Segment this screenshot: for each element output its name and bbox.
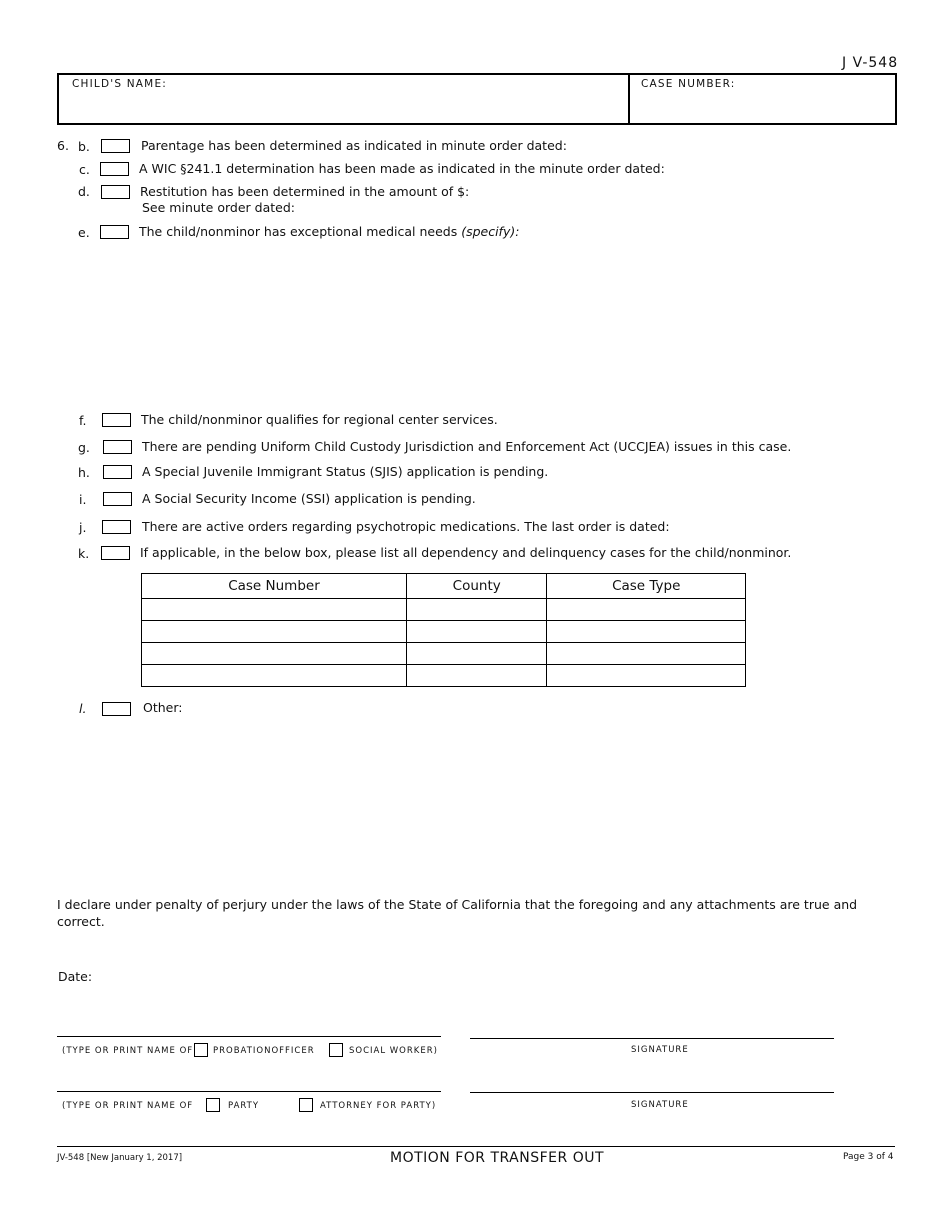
item-g-text: There are pending Uniform Child Custody Jurisdiction and Enforcement Act (UCCJEA) issues in this case. [142, 439, 792, 454]
item-b-checkbox[interactable] [101, 139, 130, 153]
footer-rule [57, 1146, 895, 1147]
item-h-checkbox[interactable] [103, 465, 132, 479]
header-box [57, 73, 897, 125]
probation-officer-checkbox[interactable] [194, 1043, 208, 1057]
cell-county[interactable] [406, 665, 547, 687]
cell-case-type[interactable] [547, 621, 746, 643]
signature-label-1: SIGNATURE [631, 1045, 689, 1055]
item-e-specify: (specify): [461, 224, 520, 239]
attorney-checkbox[interactable] [299, 1098, 313, 1112]
item-l-text: Other: [143, 700, 183, 715]
table-row [142, 599, 746, 621]
item-k-letter: k. [78, 546, 90, 561]
social-worker-checkbox[interactable] [329, 1043, 343, 1057]
probation-officer-label: PROBATIONOFFICER [213, 1046, 315, 1056]
social-worker-label: SOCIAL WORKER) [349, 1046, 438, 1056]
table-row [142, 665, 746, 687]
name-line-1 [57, 1036, 441, 1037]
table-row [142, 621, 746, 643]
item-g-letter: g. [78, 440, 90, 455]
item-k-text: If applicable, in the below box, please list all dependency and delinquency cases for the child/nonminor. [140, 545, 792, 560]
attorney-label: ATTORNEY FOR PARTY) [320, 1101, 437, 1111]
item-j-text: There are active orders regarding psychotropic medications. The last order is dated: [142, 519, 670, 534]
item-f-letter: f. [79, 413, 87, 428]
cell-case-type[interactable] [547, 665, 746, 687]
item-e-checkbox[interactable] [100, 225, 129, 239]
party-label: PARTY [228, 1101, 260, 1111]
item-i-text: A Social Security Income (SSI) application is pending. [142, 491, 476, 506]
signature-line-1 [470, 1038, 834, 1039]
item-b-text: Parentage has been determined as indicated in minute order dated: [141, 138, 567, 153]
item-e-text: The child/nonminor has exceptional medical needs (specify): [139, 224, 520, 239]
item-j-letter: j. [79, 520, 87, 535]
cases-header-case-number: Case Number [142, 574, 407, 599]
declaration-line-2: correct. [57, 914, 105, 929]
item-j-checkbox[interactable] [102, 520, 131, 534]
item-l-letter: l. [79, 701, 87, 716]
item-d-letter: d. [78, 184, 90, 199]
item-d-text: Restitution has been determined in the amount of $: [140, 184, 470, 199]
case-number-label: CASE NUMBER: [641, 78, 736, 90]
table-row [142, 643, 746, 665]
party-checkbox[interactable] [206, 1098, 220, 1112]
item-i-checkbox[interactable] [103, 492, 132, 506]
footer-title: MOTION FOR TRANSFER OUT [390, 1150, 605, 1166]
cell-county[interactable] [406, 643, 547, 665]
cell-case-number[interactable] [142, 665, 407, 687]
cases-header-case-type: Case Type [547, 574, 746, 599]
form-id: J V-548 [842, 55, 899, 71]
item-l-checkbox[interactable] [102, 702, 131, 716]
signature-line-2 [470, 1092, 834, 1093]
child-name-label: CHILD'S NAME: [72, 78, 168, 90]
cases-header-county: County [406, 574, 547, 599]
cell-county[interactable] [406, 621, 547, 643]
item-d-checkbox[interactable] [101, 185, 130, 199]
item-i-letter: i. [79, 492, 87, 507]
section-number: 6. [57, 138, 69, 153]
item-f-text: The child/nonminor qualifies for regional center services. [141, 412, 498, 427]
item-b-letter: b. [78, 139, 90, 154]
cases-table [141, 573, 746, 687]
item-h-letter: h. [78, 465, 90, 480]
item-h-text: A Special Juvenile Immigrant Status (SJIS) application is pending. [142, 464, 549, 479]
item-c-letter: c. [79, 162, 90, 177]
item-g-checkbox[interactable] [103, 440, 132, 454]
cell-case-type[interactable] [547, 599, 746, 621]
item-c-text: A WIC §241.1 determination has been made as indicated in the minute order dated: [139, 161, 665, 176]
cases-table-header-row [142, 574, 746, 599]
header-divider [628, 75, 630, 123]
item-d-text2: See minute order dated: [142, 200, 295, 215]
signature-label-2: SIGNATURE [631, 1100, 689, 1110]
cell-case-number[interactable] [142, 643, 407, 665]
item-f-checkbox[interactable] [102, 413, 131, 427]
footer-page-number: Page 3 of 4 [843, 1152, 894, 1162]
name-line-2 [57, 1091, 441, 1092]
item-e-letter: e. [78, 225, 90, 240]
name-label-2: (TYPE OR PRINT NAME OF [62, 1101, 194, 1111]
cell-case-number[interactable] [142, 621, 407, 643]
item-k-checkbox[interactable] [101, 546, 130, 560]
cell-case-type[interactable] [547, 643, 746, 665]
item-c-checkbox[interactable] [100, 162, 129, 176]
name-label-1: (TYPE OR PRINT NAME OF [62, 1046, 194, 1056]
footer-form-revision: JV-548 [New January 1, 2017] [57, 1153, 183, 1163]
cell-case-number[interactable] [142, 599, 407, 621]
cell-county[interactable] [406, 599, 547, 621]
date-label: Date: [58, 969, 93, 984]
declaration-line-1: I declare under penalty of perjury under the laws of the State of California that the foregoing and any attachments are true and [57, 897, 858, 912]
